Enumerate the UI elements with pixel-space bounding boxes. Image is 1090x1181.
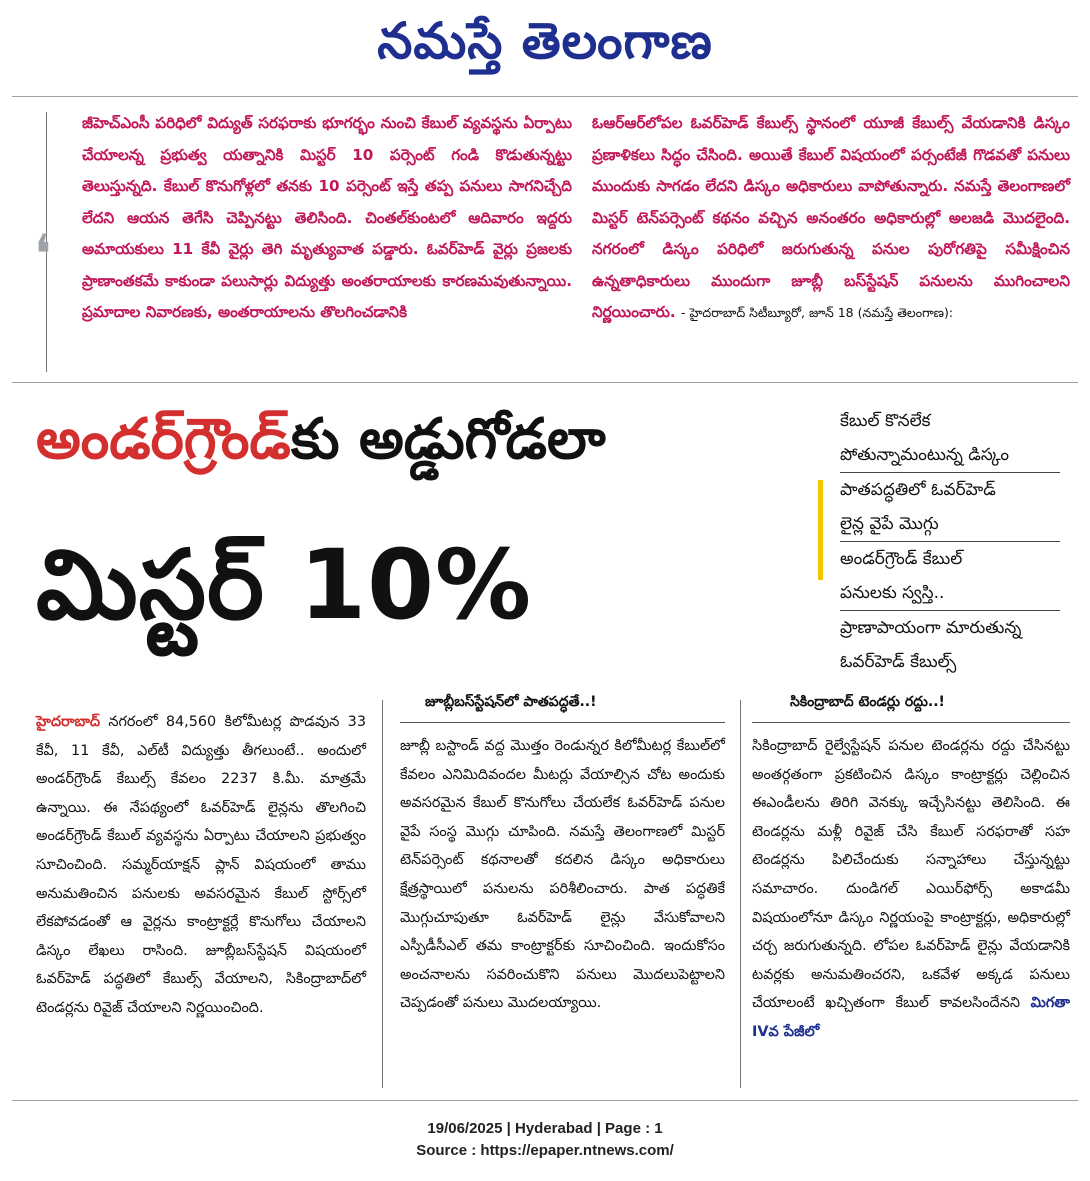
sidebar-line-7: ప్రాణాపాయంగా మారుతున్న — [840, 618, 1022, 638]
masthead-divider — [12, 96, 1078, 97]
sidebar-line-1: కేబుల్‌ కొనలేక — [840, 411, 931, 431]
column-2-title-rule — [400, 722, 725, 723]
sidebar-subheads — [840, 404, 1060, 679]
sidebar-line-2: పోతున్నామంటున్న డిస్కం — [840, 438, 1060, 473]
masthead-title: నమస్తే తెలంగాణ — [377, 11, 713, 70]
intro-right-text — [592, 108, 1070, 373]
column-2-title: జూబ్లీబస్‌స్టేషన్‌లో పాతపద్ధతే..! — [425, 694, 597, 710]
headline-red-part: అండర్‌గ్రౌండ్‌ — [36, 407, 291, 472]
column-1-text — [36, 708, 366, 1088]
sidebar-line-3: పాతపద్ధతిలో ఓవర్‌హెడ్‌ — [840, 480, 996, 500]
intro-byline: - హైదరాబాద్‌ సిటీబ్యూరో, జూన్‌ 18 (నమస్తే తెలంగాణ): — [680, 305, 954, 320]
column-3-title: సికింద్రాబాద్‌ టెండర్లు రద్దు..! — [790, 694, 945, 710]
sidebar-line-6: పనులకు స్వస్తి.. — [840, 576, 1060, 611]
column-divider-1 — [382, 700, 383, 1088]
sidebar-line-8: ఓవర్‌హెడ్‌ కేబుల్స్‌ — [840, 652, 957, 672]
continued-reference: మిగతా IVవ పేజీలో — [752, 995, 1071, 1040]
column-1-lead: హైదరాబాద్‌ — [36, 714, 101, 730]
column-1-body: నగరంలో 84,560 కిలోమీటర్ల పొడవున 33 కేవీ, 11 కేవీ, ఎల్‌టీ విద్యుత్తు తీగలుంటే.. అందులో అండర్‌గ్రౌండ్‌ కేబుల్స్‌ కేవలం 2237 కి.మీ. మాత్రమే ఉన్నాయి. ఈ నేపథ్యంలో ఓవర్‌హెడ్‌ లైన్లను తొలగించి అండర్‌గ్రౌండ్‌ కేబుల్‌ వ్యవస్థను ఏర్పాటు చేయాలని ప్రభుత్వం సూచించింది. సమ్మర్‌యాక్షన్‌ ప్లాన్‌ విషయంలో తాము అనుమతించిన పనులకు అవసరమైన కేబుల్‌ స్టోర్స్‌లో లేకపోవడంతో ఆ వైర్లను కాంట్రాక్టర్లే కొనుగోలు చేయాలని డిస్కం లేఖలు రాసింది. జూబ్లీబస్‌స్టేషన్‌ విషయంలో ఓవర్‌హెడ్‌ పద్ధతిలో కేబుల్స్‌ వేయాలని, సికింద్రాబాద్‌లో టెండర్లను రివైజ్‌ చేయాలని నిర్ణయించింది. — [36, 714, 366, 1016]
column-3-title-rule — [752, 722, 1070, 723]
quote-icon: ❛ — [34, 223, 52, 286]
sidebar-line-4: లైన్ల వైపే మొగ్గు — [840, 507, 1060, 542]
intro-left-text: జీహెచ్‌ఎంసీ పరిధిలో విద్యుత్‌ సరఫరాకు భూగర్భం నుంచి కేబుల్‌ వ్యవస్థను ఏర్పాటు చేయాలన్న ప్రభుత్వ యత్నానికి మిస్టర్‌ 10 పర్సెంట్‌ గండి కొడుతున్నట్టు తెలుస్తున్నది. కేబుల్‌ కొనుగోళ్లలో తనకు 10 పర్సెంట్‌ ఇస్తే తప్ప పనులు సాగనిచ్చేది లేదని ఆయన తెగేసి చెప్పినట్టు తెలిసింది. చింతల్‌కుంటలో ఆదివారం ఇద్దరు అమాయకులు 11 కేవీ వైర్లు తెగి మృత్యువాత పడ్డారు. ఓవర్‌హెడ్‌ వైర్లు ప్రజలకు ప్రాణాంతకమే కాకుండా పలుసార్లు విద్యుత్తు అంతరాయాలకు కారణమవుతున్నాయి. ప్రమాదాల నివారణకు, అంతరాయాలను తొలగించడానికి — [82, 114, 572, 321]
sidebar-line-5: అండర్‌గ్రౌండ్‌ కేబుల్‌ — [840, 549, 963, 569]
bottom-divider — [12, 1100, 1078, 1101]
headline-black-part: కు అడ్డుగోడలా — [290, 407, 606, 472]
footer-date-line: 19/06/2025 | Hyderabad | Page : 1 — [427, 1120, 663, 1137]
column-3-text — [752, 732, 1070, 1082]
column-2-text: జూబ్లీ బస్టాండ్‌ వద్ద మొత్తం రెండున్నర కిలోమీటర్ల కేబుల్‌లో కేవలం ఎనిమిదివందల మీటర్లు వేయాల్సిన చోట అందుకు అవసరమైన కేబుల్‌ కొనుగోలు చేయలేక ఓవర్‌హెడ్‌ పనుల వైపే సంస్థ మొగ్గు చూపింది. నమస్తే తెలంగాణలో మిస్టర్‌ టెన్‌పర్సెంట్‌ కథనాలతో కదలిన డిస్కం అధికారులు క్షేత్రస్థాయిలో పనులను పరిశీలించారు. పాత పద్ధతికే మొగ్గుచూపుతూ ఓవర్‌హెడ్‌ లైన్లు వేసుకోవాలని ఎస్పీడీసీఎల్‌ తమ కాంట్రాక్టర్‌కు సూచించింది. ఇందుకోసం అంచనాలను సవరించుకొని పనులు మొదలుపెట్టాలని చెప్పడంతో పనులు మొదలయ్యాయి. — [400, 738, 725, 1012]
intro-divider — [12, 382, 1078, 383]
footer-source-line: Source : https://epaper.ntnews.com/ — [416, 1142, 674, 1159]
sidebar-accent-bar — [818, 480, 823, 580]
column-3-body: సికింద్రాబాద్‌ రైల్వేస్టేషన్‌ పనుల టెండర్లను రద్దు చేసినట్టు అంతర్గతంగా ప్రకటించిన డిస్కం కాంట్రాక్టర్లు చెల్లించిన ఈఎండీలను తిరిగి వెనక్కు ఇచ్చేసినట్టు తెలిసింది. ఈ టెండర్లను మళ్లీ రివైజ్‌ చేసి కేబుల్‌ సరఫరాతో సహ టెండర్లను పిలిచేందుకు సన్నాహాలు చేస్తున్నట్టు సమాచారం. దుండిగల్‌ ఎయిర్‌ఫోర్స్‌ అకాడమీ విషయంలోనూ డిస్కం నిర్ణయంపై కాంట్రాక్టర్లు, అధికారుల్లో చర్చ జరుగుతున్నది. లోపల ఓవర్‌హెడ్‌ లైన్లు వేయడానికి టవర్లకు అనుమతించరని, ఒకవేళ అక్కడ పనులు చేయాలంటే ఖచ్చితంగా కేబుల్‌ కావలసిందేనని — [752, 738, 1070, 1012]
headline-main: మిస్టర్‌ 10% — [36, 529, 533, 641]
headline-top — [36, 400, 606, 480]
column-divider-2 — [740, 700, 741, 1088]
intro-right-body: ఓఆర్‌ఆర్‌లోపల ఓవర్‌హెడ్‌ కేబుల్స్‌ స్థానంలో యూజీ కేబుల్స్‌ వేయడానికి డిస్కం ప్రణాళికలు సిద్ధం చేసింది. అయితే కేబుల్‌ విషయంలో పర్సంటేజీ గొడవతో పనులు ముందుకు సాగడం లేదని డిస్కం అధికారులు వాపోతున్నారు. నమస్తే తెలంగాణలో మిస్టర్‌ టెన్‌పర్సెంట్‌ కథనం వచ్చిన అనంతరం అధికారుల్లో అలజడి మొదలైంది. నగరంలో డిస్కం పరిధిలో జరుగుతున్న పనుల పురోగతిపై సమీక్షించిన ఉన్నతాధికారులు ముందుగా జూబ్లీ బస్‌స్టేషన్‌ పనులను ముగించాలని నిర్ణయించారు. — [592, 114, 1070, 321]
